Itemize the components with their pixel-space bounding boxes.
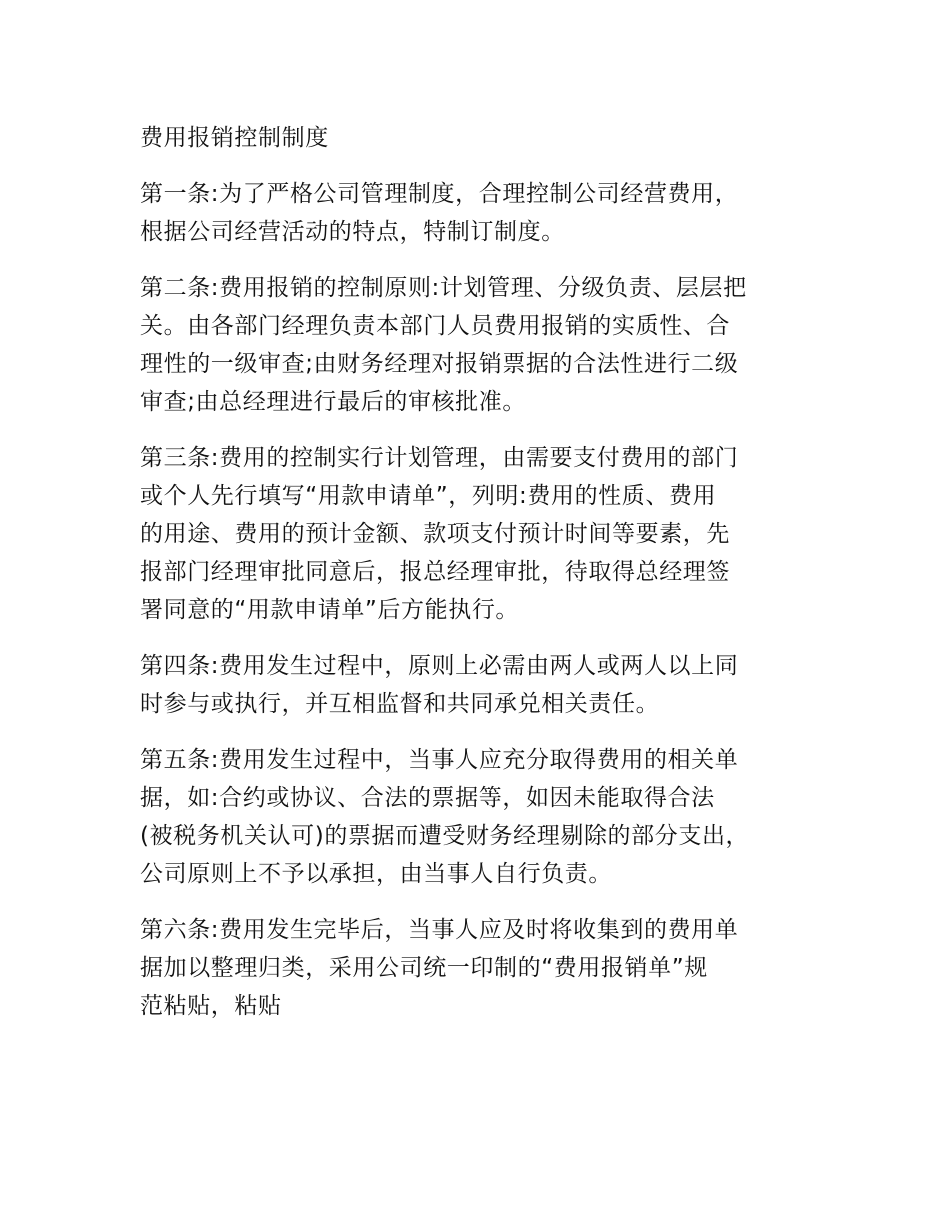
text-line: (被税务机关认可)的票据而遭受财务经理剔除的部分支出，: [140, 823, 750, 849]
text-line: 第一条:为了严格公司管理制度，合理控制公司经营费用，: [140, 181, 739, 207]
text-line: 第二条:费用报销的控制原则:计划管理、分级负责、层层把: [140, 275, 747, 301]
text-line: 第四条:费用发生过程中，原则上必需由两人或两人以上同: [140, 653, 739, 679]
text-line: 的用途、费用的预计金额、款项支付预计时间等要素，先: [140, 521, 730, 547]
text-line: 据，如:合约或协议、合法的票据等，如因未能取得合法: [140, 785, 715, 811]
text-line: 第三条:费用的控制实行计划管理，由需要支付费用的部门: [140, 445, 739, 471]
article-1: [140, 175, 820, 251]
text-line: 第五条:费用发生过程中，当事人应充分取得费用的相关单: [140, 747, 739, 773]
article-4: [140, 647, 820, 723]
article-3: [140, 439, 820, 629]
text-line: 时参与或执行，并互相监督和共同承兑相关责任。: [140, 691, 660, 717]
text-line: 第六条:费用发生完毕后，当事人应及时将收集到的费用单: [140, 917, 739, 943]
text-line: 或个人先行填写“用款申请单”，列明:费用的性质、费用: [140, 483, 717, 509]
text-line: 审查;由总经理进行最后的审核批准。: [140, 389, 526, 415]
text-line: 范粘贴，粘贴: [140, 993, 282, 1019]
text-line: 关。由各部门经理负责本部门人员费用报销的实质性、合: [140, 313, 730, 339]
text-line: 报部门经理审批同意后，报总经理审批，待取得总经理签: [140, 559, 730, 585]
text-line: 公司原则上不予以承担，由当事人自行负责。: [140, 861, 612, 887]
article-5: [140, 741, 820, 893]
article-2: [140, 269, 820, 421]
text-line: 署同意的“用款申请单”后方能执行。: [140, 597, 520, 623]
text-line: 理性的一级审查;由财务经理对报销票据的合法性进行二级: [140, 351, 739, 377]
article-6: [140, 911, 820, 1025]
text-line: 根据公司经营活动的特点，特制订制度。: [140, 219, 565, 245]
document-body: [140, 119, 820, 1043]
text-line: 据加以整理归类，采用公司统一印制的“费用报销单”规: [140, 955, 708, 981]
document-title: 费用报销控制制度: [140, 125, 329, 151]
